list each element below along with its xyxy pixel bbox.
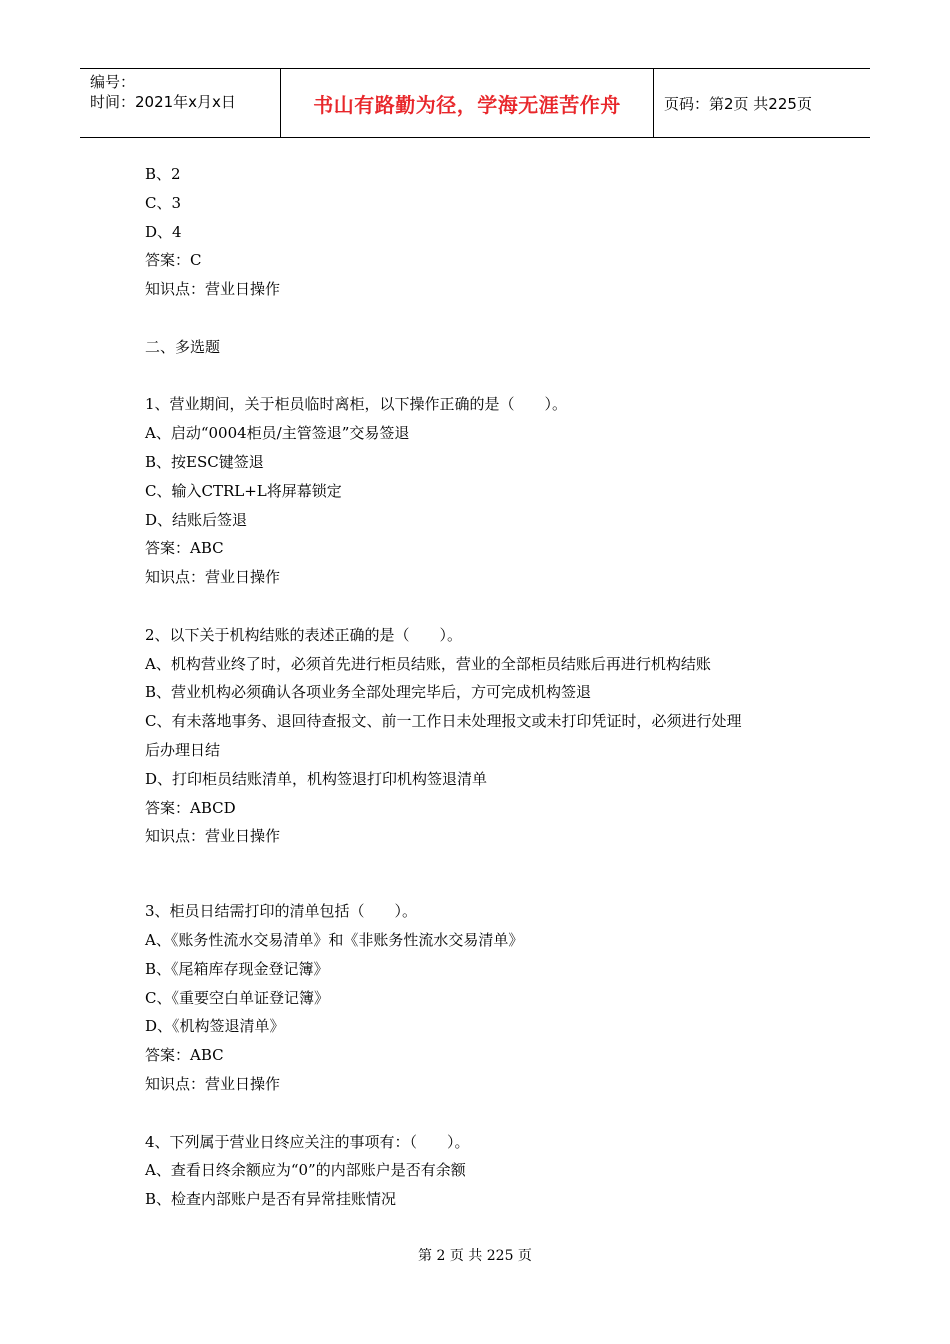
question-stem: 2、以下关于机构结账的表述正确的是（ ）。 bbox=[145, 625, 463, 644]
question-block bbox=[145, 390, 825, 592]
option-line: B、按ESC键签退 bbox=[145, 452, 264, 471]
answer-line: 答案：ABCD bbox=[145, 798, 236, 817]
knowledge-point-line: 知识点：营业日操作 bbox=[145, 568, 281, 587]
option-line: D、《机构签退清单》 bbox=[145, 1017, 285, 1036]
option-line: C、《重要空白单证登记簿》 bbox=[145, 988, 329, 1007]
header-meta-cell bbox=[80, 69, 281, 137]
knowledge-point-line: 知识点：营业日操作 bbox=[145, 280, 281, 299]
previous-question-tail bbox=[145, 160, 825, 304]
answer-line: 答案：ABC bbox=[145, 539, 224, 558]
option-line: B、检查内部账户是否有异常挂账情况 bbox=[145, 1190, 397, 1209]
question-block bbox=[145, 897, 825, 1099]
option-line: C、有未落地事务、退回待查报文、前一工作日未处理报文或未打印凭证时，必须进行处理 bbox=[145, 712, 742, 731]
option-line: A、启动“0004柜员/主管签退”交易签退 bbox=[145, 424, 410, 443]
header-page-info: 页码：第2页 共225页 bbox=[664, 94, 812, 113]
option-line: 后办理日结 bbox=[145, 740, 221, 759]
option-line: A、《账务性流水交易清单》和《非账务性流水交易清单》 bbox=[145, 930, 524, 949]
question-stem: 3、柜员日结需打印的清单包括（ ）。 bbox=[145, 902, 418, 921]
page-footer: 第 2 页 共 225 页 bbox=[418, 1248, 532, 1264]
option-line: D、打印柜员结账清单，机构签退打印机构签退清单 bbox=[145, 769, 488, 788]
option-line: A、机构营业终了时，必须首先进行柜员结账，营业的全部柜员结账后再进行机构结账 bbox=[145, 654, 711, 673]
question-block bbox=[145, 621, 825, 851]
document-body bbox=[145, 160, 825, 1214]
header-motto: 书山有路勤为径，学海无涯苦作舟 bbox=[281, 69, 654, 137]
document-number-label: 编号： bbox=[90, 73, 136, 91]
option-line: C、3 bbox=[145, 193, 182, 212]
section-title: 二、多选题 bbox=[145, 337, 221, 356]
knowledge-point-line: 知识点：营业日操作 bbox=[145, 1074, 281, 1093]
page-header bbox=[80, 68, 870, 138]
option-line: B、《尾箱库存现金登记簿》 bbox=[145, 959, 329, 978]
question-stem: 4、下列属于营业日终应关注的事项有：（ ）。 bbox=[145, 1132, 470, 1151]
answer-line: 答案：C bbox=[145, 251, 202, 270]
option-line: D、4 bbox=[145, 222, 182, 241]
option-line: B、2 bbox=[145, 165, 181, 183]
option-line: B、营业机构必须确认各项业务全部处理完毕后，方可完成机构签退 bbox=[145, 683, 592, 702]
answer-line: 答案：ABC bbox=[145, 1046, 224, 1065]
knowledge-point-line: 知识点：营业日操作 bbox=[145, 827, 281, 846]
option-line: D、结账后签退 bbox=[145, 510, 248, 529]
question-stem: 1、营业期间，关于柜员临时离柜，以下操作正确的是（ ）。 bbox=[145, 395, 568, 414]
question-block bbox=[145, 1128, 825, 1214]
option-line: A、查看日终余额应为“0”的内部账户是否有余额 bbox=[145, 1161, 466, 1180]
option-line: C、输入CTRL+L将屏幕锁定 bbox=[145, 481, 342, 500]
document-time-label: 时间：2021年x月x日 bbox=[90, 93, 236, 111]
